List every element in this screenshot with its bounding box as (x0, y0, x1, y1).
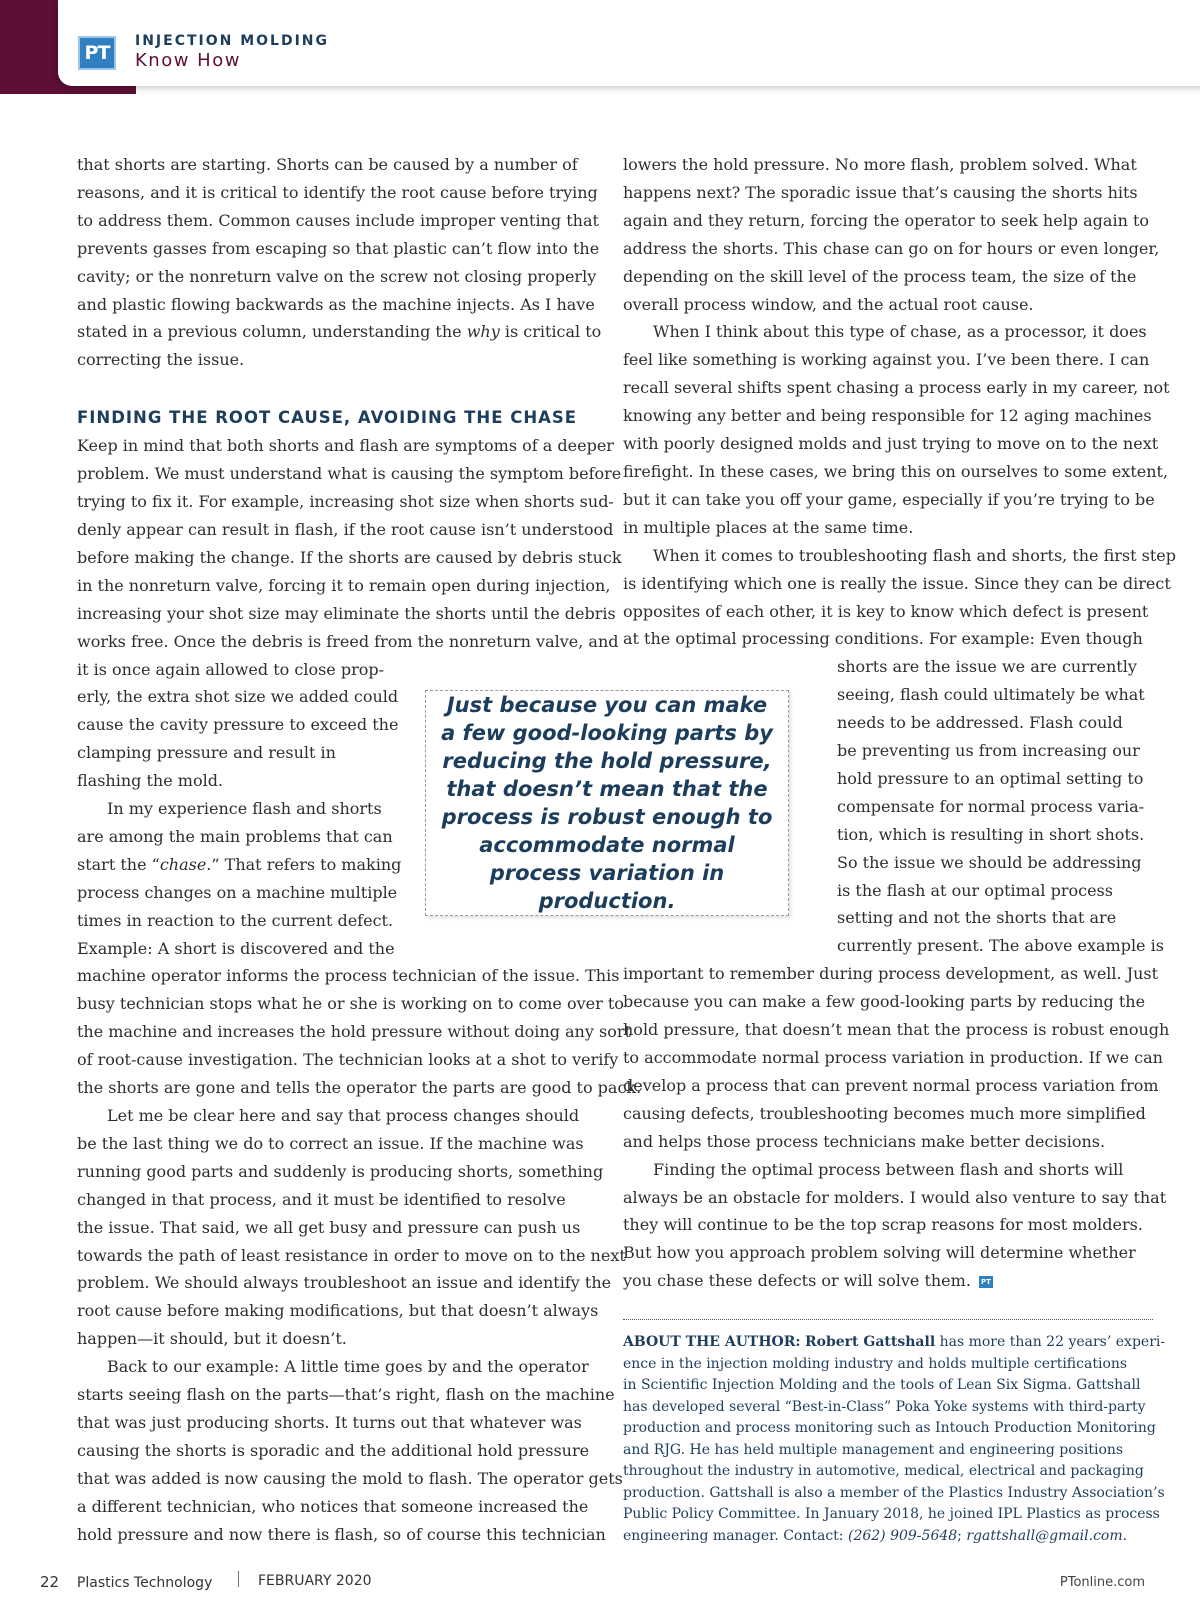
text-line: a different technician, who notices that someone increased the (77, 1496, 589, 1516)
text-line: they will continue to be the top scrap reasons for most molders. (623, 1215, 1143, 1235)
text-line: has developed several “Best-in-Class” Poka Yoke systems with third-party (623, 1398, 1146, 1415)
text-line: stated in a previous column, understanding the why is critical to (77, 322, 602, 342)
text-line: Public Policy Committee. In January 2018, he joined IPL Plastics as process (623, 1506, 1160, 1522)
text-line: hold pressure to an optimal setting to (837, 768, 1144, 788)
text-line: develop a process that can prevent normal process variation from (623, 1075, 1159, 1095)
text-line: are among the main problems that can (77, 826, 393, 846)
text-line: overall process window, and the actual root cause. (623, 294, 1034, 314)
text-line: times in reaction to the current defect. (77, 910, 394, 930)
text-line: cavity; or the nonreturn valve on the screw not closing properly (77, 266, 597, 286)
text-line: be preventing us from increasing our (837, 741, 1140, 761)
text-line: Keep in mind that both shorts and flash are symptoms of a deeper (77, 436, 614, 456)
text-line: in Scientific Injection Molding and the tools of Lean Six Sigma. Gattshall (623, 1377, 1141, 1393)
text-line: reasons, and it is critical to identify the root cause before trying (77, 182, 598, 202)
text-line: busy technician stops what he or she is working on to come over to (77, 994, 624, 1014)
text-line: hold pressure, that doesn’t mean that the process is robust enough (623, 1020, 1170, 1040)
text-line: with poorly designed molds and just trying to move on to the next (623, 434, 1159, 454)
text-line: Finding the optimal process between flash and shorts will (653, 1159, 1124, 1179)
text-line: depending on the skill level of the process team, the size of the (623, 266, 1137, 286)
publication-name: Plastics Technology (76, 1575, 213, 1591)
text-line: causing defects, troubleshooting becomes much more simplified (623, 1103, 1146, 1123)
text-line: the issue. That said, we all get busy and pressure can push us (77, 1217, 581, 1237)
text-line: important to remember during process development, as well. Just (623, 964, 1159, 984)
text-line: of root-cause investigation. The technician looks at a shot to verify (77, 1050, 619, 1070)
text-line: at the optimal processing conditions. For example: Even though (623, 629, 1143, 649)
text-line: process changes on a machine multiple (77, 882, 398, 902)
footer-left (40, 1573, 212, 1591)
text-line: running good parts and suddenly is producing shorts, something (77, 1161, 604, 1181)
text-line: shorts are the issue we are currently (837, 657, 1137, 677)
author-phone[interactable]: (262) 909-5648 (847, 1527, 958, 1544)
section-heading: FINDING THE ROOT CAUSE, AVOIDING THE CHASE (77, 408, 578, 428)
text-line: feel like something is working against you. I’ve been there. I can (623, 350, 1150, 370)
issue-date: FEBRUARY 2020 (258, 1573, 372, 1589)
text-line: is identifying which one is really the issue. Since they can be direct (623, 573, 1171, 593)
section-label: INJECTION MOLDING (135, 33, 330, 49)
text-line: ABOUT THE AUTHOR: Robert Gattshall has more than 22 years’ experi- (623, 1334, 1166, 1350)
text-line: before making the change. If the shorts are caused by debris stuck (77, 547, 622, 567)
text-line: setting and not the shorts that are (837, 908, 1117, 928)
text-line: starts seeing flash on the parts—that’s right, flash on the machine (77, 1385, 615, 1405)
text-line: root cause before making modifications, but that doesn’t always (77, 1301, 599, 1321)
footer-separator (238, 1571, 239, 1587)
text-line: recall several shifts spent chasing a process early in my career, not (623, 378, 1170, 398)
website-link[interactable]: PTonline.com (1059, 1575, 1145, 1590)
text-line: Let me be clear here and say that process changes should (107, 1106, 580, 1125)
text-line: flashing the mold. (77, 771, 224, 791)
author-bio (623, 1332, 1166, 1547)
text-line: production. Gattshall is also a member of the Plastics Industry Association’s (623, 1484, 1165, 1501)
author-email-link[interactable]: rgattshall@gmail.com (966, 1527, 1123, 1544)
text-line: happen—it should, but it doesn’t. (77, 1329, 347, 1349)
end-mark-icon: PT (979, 1276, 993, 1288)
text-line: in the nonreturn valve, forcing it to remain open during injection, (77, 575, 611, 595)
text-line: clamping pressure and result in (77, 743, 336, 763)
text-line: and plastic flowing backwards as the machine injects. As I have (77, 294, 595, 314)
text-line: tion, which is resulting in short shots. (837, 824, 1145, 844)
text-line: and helps those process technicians make better decisions. (623, 1131, 1106, 1151)
text-line: that was just producing shorts. It turns out that whatever was (77, 1412, 582, 1432)
text-line: it is once again allowed to close prop- (77, 659, 385, 679)
text-line: towards the path of least resistance in order to move on to the next (77, 1245, 626, 1265)
author-divider (623, 1319, 1153, 1320)
text-line: problem. We should always troubleshoot an issue and identify the (77, 1273, 612, 1293)
text-line: the machine and increases the hold pressure without doing any sort (77, 1022, 631, 1042)
text-line: denly appear can result in flash, if the root cause isn’t understood (77, 519, 614, 539)
text-line: again and they return, forcing the operator to seek help again to (623, 210, 1150, 230)
text-line: firefight. In these cases, we bring this on ourselves to some extent, (623, 461, 1169, 481)
text-line: cause the cavity pressure to exceed the (77, 715, 399, 735)
paragraph (77, 151, 602, 374)
paragraph (623, 1156, 1167, 1296)
text-line: engineering manager. Contact: (262) 909-5648; rgattshall@gmail.com. (623, 1527, 1128, 1544)
text-line: currently present. The above example is (837, 936, 1164, 956)
text-line: increasing your shot size may eliminate the shorts until the debris (77, 603, 616, 623)
pt-logo-icon: PT (78, 36, 116, 70)
text-line: works free. Once the debris is freed from the nonreturn valve, and (77, 631, 619, 651)
text-line: seeing, flash could ultimately be what (837, 685, 1145, 705)
text-line: ence in the injection molding industry and holds multiple certifications (623, 1355, 1128, 1372)
text-line: throughout the industry in automotive, medical, electrical and packaging (623, 1463, 1144, 1479)
text-line: When I think about this type of chase, as a processor, it does (653, 322, 1147, 342)
text-line: So the issue we should be addressing (837, 852, 1142, 872)
text-line: to address them. Common causes include improper venting that (77, 210, 599, 230)
text-line: Back to our example: A little time goes by and the operator (107, 1357, 589, 1377)
text-line: But how you approach problem solving will determine whether (623, 1243, 1136, 1263)
section-sublabel: Know How (135, 50, 241, 71)
text-line: that shorts are starting. Shorts can be caused by a number of (77, 155, 578, 174)
text-line: and RJG. He has held multiple management and engineering positions (623, 1441, 1124, 1458)
pull-quote: Just because you can make a few good-looking parts by reducing the hold pressure, that doesn’t mean that the process is robust enough to accommodate normal process variation in production. (425, 690, 789, 916)
text-line: changed in that process, and it must be identified to resolve (77, 1189, 566, 1209)
text-line: correcting the issue. (77, 350, 245, 370)
paragraph (623, 151, 1160, 318)
text-line: that was added is now causing the mold to flash. The operator gets (77, 1468, 623, 1488)
text-line: trying to fix it. For example, increasing shot size when shorts sud- (77, 492, 614, 512)
page-number: 22 (40, 1573, 60, 1591)
text-line: needs to be addressed. Flash could (837, 713, 1123, 733)
text-line: production and process monitoring such as Intouch Production Monitoring (623, 1420, 1156, 1436)
text-line: erly, the extra shot size we added could (77, 687, 399, 707)
text-line: machine operator informs the process technician of the issue. This (77, 966, 620, 986)
text-line: the shorts are gone and tells the operator the parts are good to pack. (77, 1078, 642, 1098)
text-line: because you can make a few good-looking parts by reducing the (623, 992, 1146, 1012)
text-line: but it can take you off your game, especially if you’re trying to be (623, 489, 1155, 509)
text-line: When it comes to troubleshooting flash and shorts, the first step (653, 545, 1177, 565)
text-line: is the flash at our optimal process (837, 880, 1113, 900)
text-line: to accommodate normal process variation in production. If we can (623, 1048, 1163, 1067)
paragraph (77, 1353, 623, 1548)
text-line: happens next? The sporadic issue that’s causing the shorts hits (623, 182, 1138, 202)
text-line: start the “chase.” That refers to making (77, 854, 402, 874)
text-line: lowers the hold pressure. No more flash, problem solved. What (623, 155, 1137, 174)
text-line: knowing any better and being responsible for 12 aging machines (623, 406, 1152, 426)
paragraph (623, 318, 1170, 541)
text-line: always be an obstacle for molders. I would also venture to say that (623, 1187, 1167, 1207)
text-line: be the last thing we do to correct an issue. If the machine was (77, 1133, 584, 1153)
text-line: causing the shorts is sporadic and the additional hold pressure (77, 1440, 590, 1460)
text-line: problem. We must understand what is causing the symptom before (77, 464, 622, 484)
text-line: In my experience flash and shorts (107, 799, 382, 819)
text-line: address the shorts. This chase can go on for hours or even longer, (623, 238, 1160, 258)
text-line: prevents gasses from escaping so that plastic can’t flow into the (77, 238, 600, 258)
text-line: compensate for normal process varia- (837, 796, 1145, 816)
text-line: opposites of each other, it is key to know which defect is present (623, 601, 1149, 621)
text-line: hold pressure and now there is flash, so of course this technician (77, 1524, 606, 1544)
text-line: Example: A short is discovered and the (77, 938, 395, 958)
paragraph (77, 1102, 626, 1353)
text-line: in multiple places at the same time. (623, 517, 914, 537)
text-line: you chase these defects or will solve them. PT (623, 1267, 1143, 1295)
